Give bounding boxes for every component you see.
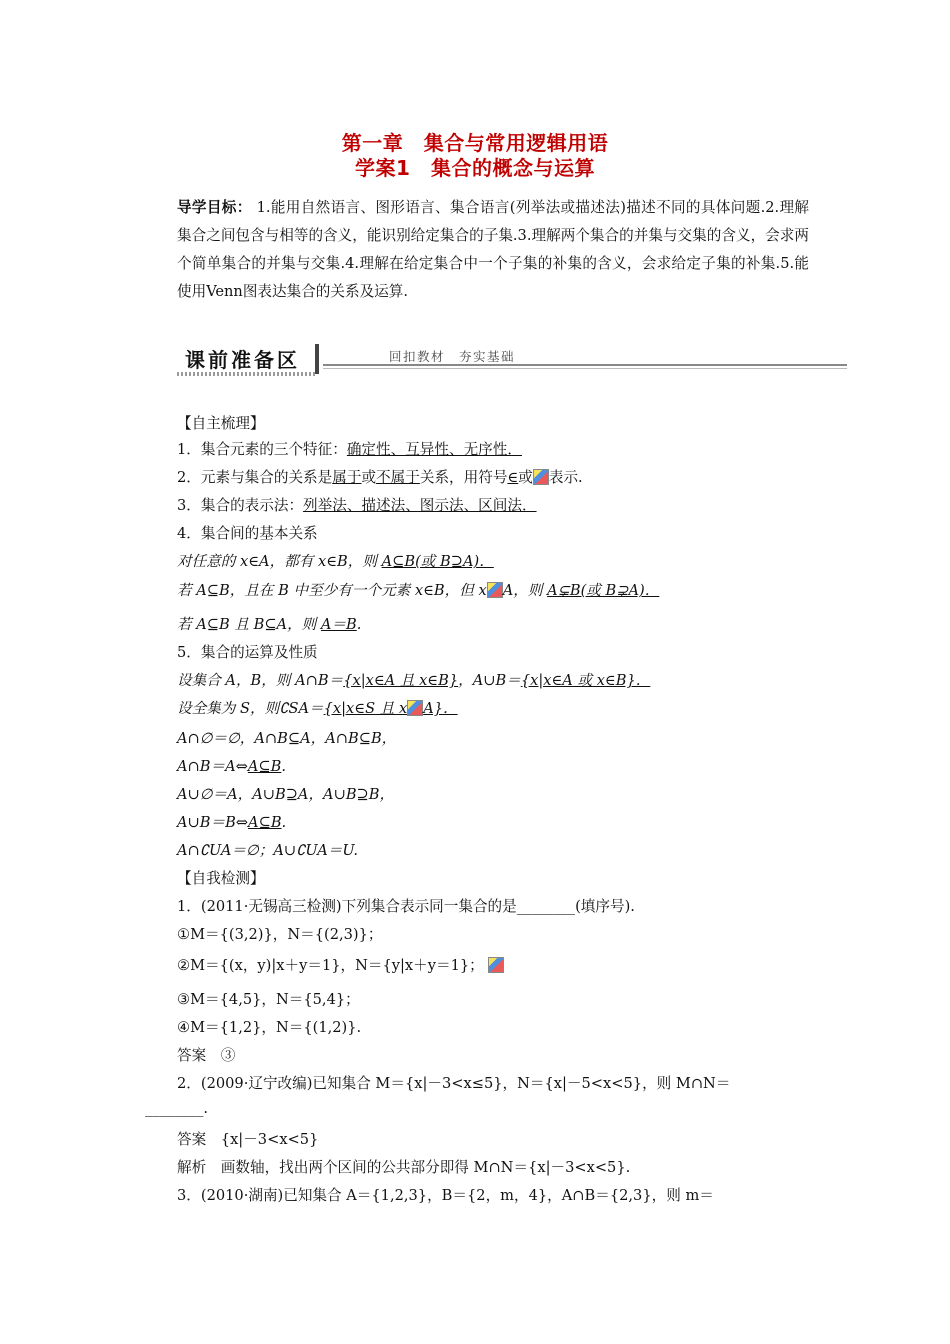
goal-label: 导学目标： <box>177 199 252 216</box>
question-1: 1．(2011·无锡高三检测)下列集合表示同一集合的是________(填序号). <box>177 898 635 915</box>
review-line-4a: 对任意的 x∈A，都有 x∈B，则 A⊆B(或 B⊇A)． <box>177 553 494 570</box>
answer: {x|x∈A 或 x∈B}． <box>520 672 651 689</box>
image-placeholder-icon <box>488 957 504 973</box>
property-5: A∩∁UA＝∅；A∪∁UA＝U. <box>177 842 358 859</box>
question-1-option-4: ④M＝{1,2}，N＝{(1,2)}. <box>177 1019 362 1036</box>
not-element-symbol-icon <box>533 469 549 485</box>
review-line-5a: 设集合 A，B，则 A∩B＝{x|x∈A 且 x∈B}，A∪B＝{x|x∈A 或 x∈B}． <box>177 672 651 689</box>
answer: A}． <box>423 700 458 717</box>
banner-rule-thin <box>323 368 847 369</box>
question-2: 2．(2009·辽宁改编)已知集合 M＝{x|－3<x≤5}，N＝{x|－5<x<5}，则 M∩N＝ <box>177 1075 731 1092</box>
review-line-5: 5．集合的运算及性质 <box>177 644 318 661</box>
answer: A⊆B(或 B⊇A)． <box>381 553 494 570</box>
question-1-option-3: ③M＝{4,5}，N＝{5,4}； <box>177 991 360 1008</box>
answer: A＝B <box>320 616 357 633</box>
answer: 确定性、互异性、无序性． <box>346 441 522 458</box>
answer: 属于 <box>332 469 362 486</box>
answer: A⊆B <box>247 758 282 775</box>
review-line-3: 3．集合的表示法：列举法、描述法、图示法、区间法． <box>177 497 537 514</box>
question-2-continuation: ________. <box>145 1100 209 1117</box>
not-element-symbol-icon <box>487 582 503 598</box>
section-banner <box>177 344 847 376</box>
question-1-answer: 答案 ③ <box>177 1047 236 1064</box>
answer: {x|x∈S 且 x <box>323 700 408 717</box>
banner-divider <box>315 344 319 374</box>
property-2: A∩B＝A⇔A⊆B. <box>177 758 286 775</box>
chapter-title: 第一章 集合与常用逻辑用语 <box>341 131 609 155</box>
answer: A⊊B(或 B⊋A)． <box>547 582 660 599</box>
answer: A⊆B <box>248 814 282 831</box>
review-line-4b: 若 A⊆B，且在 B 中至少有一个元素 x∈B，但 x A，则 A⊊B(或 B⊋A)． <box>177 582 660 599</box>
question-1-option-2: ②M＝{(x，y)|x＋y＝1}，N＝{y|x＋y＝1}； <box>177 954 504 975</box>
review-line-5b: 设全集为 S，则∁SA＝{x|x∈S 且 x A}． <box>177 700 458 717</box>
review-line-1: 1．集合元素的三个特征：确定性、互异性、无序性． <box>177 441 522 458</box>
answer: 不属于 <box>376 469 420 486</box>
question-1-option-1: ①M＝{(3,2)}，N＝{(2,3)}； <box>177 926 383 943</box>
property-4: A∪B＝B⇔A⊆B. <box>177 814 287 831</box>
goal-text: 1.能用自然语言、图形语言、集合语言(列举法或描述法)描述不同的具体问题.2.理解集合之间包含与相等的含义，能识别给定集合的子集.3.理解两个集合的并集与交集的含义，会求两个简单集合的并集与交集.4.理解在给定集合中一个子集的补集的含义，会求给定子集的补集.5.能使用Venn图表达集合的关系及运算. <box>177 199 809 300</box>
not-element-symbol-icon <box>407 700 423 716</box>
learning-goals <box>177 194 809 306</box>
question-2-explanation: 解析 画数轴，找出两个区间的公共部分即得 M∩N＝{x|－3<x<5}. <box>177 1159 631 1176</box>
question-3: 3．(2010·湖南)已知集合 A＝{1,2,3}，B＝{2，m，4}，A∩B＝{2,3}，则 m＝ <box>177 1187 714 1204</box>
property-1: A∩∅＝∅，A∩B⊆A，A∩B⊆B， <box>177 730 397 747</box>
question-2-answer: 答案 {x|－3<x<5} <box>177 1131 319 1148</box>
review-line-4c: 若 A⊆B 且 B⊆A，则 A＝B. <box>177 616 362 633</box>
answer: 列举法、描述法、图示法、区间法． <box>303 497 537 514</box>
banner-subtitle: 回扣教材 夯实基础 <box>389 349 516 364</box>
lesson-title: 学案1 集合的概念与运算 <box>355 156 595 180</box>
section-self-review: 【自主梳理】 <box>177 415 265 432</box>
answer: ∈ <box>507 469 519 486</box>
property-3: A∪∅＝A，A∪B⊇A，A∪B⊇B， <box>177 786 395 803</box>
review-line-4: 4．集合间的基本关系 <box>177 525 318 542</box>
section-self-test: 【自我检测】 <box>177 870 265 887</box>
answer: {x|x∈A 且 x∈B} <box>343 672 459 689</box>
banner-tag: 课前准备区 <box>185 348 300 372</box>
review-line-2: 2．元素与集合的关系是属于或不属于关系，用符号∈或 表示. <box>177 469 583 486</box>
